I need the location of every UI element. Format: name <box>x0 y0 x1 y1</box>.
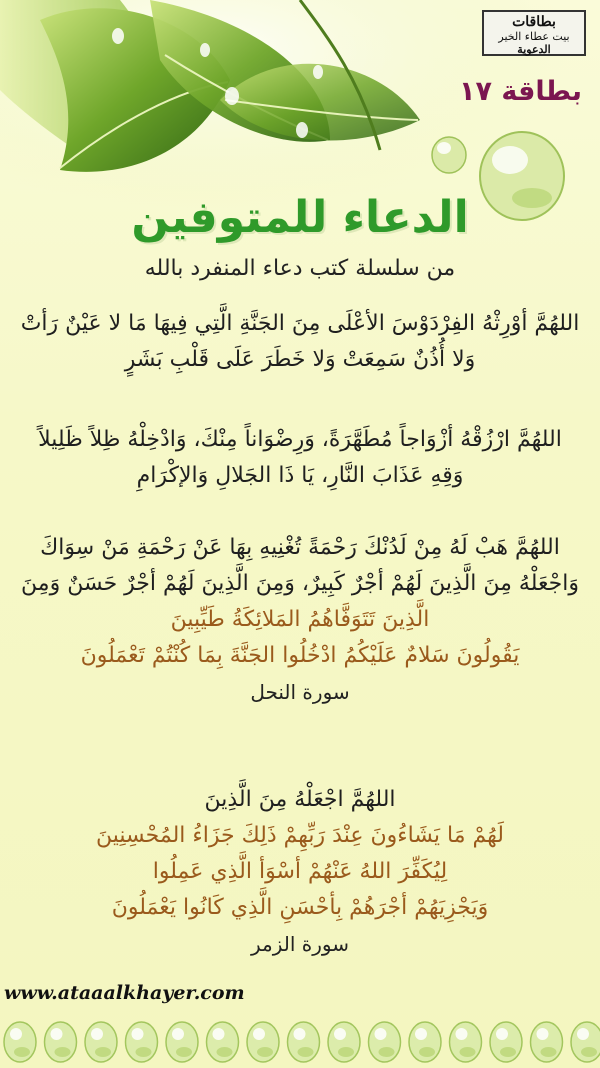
quran-verse-line: يَقُولُونَ سَلامٌ عَلَيْكُمُ ادْخُلُوا الجَنَّةَ بِمَا كُنْتُمْ تَعْمَلُونَ <box>80 643 520 668</box>
logo-line-1: بطاقات <box>512 14 556 30</box>
prayer-line: وَاجْعَلْهُ مِنَ الَّذِينَ لَهُمْ أجْرٌ كَبِيرٌ، وَمِنَ الَّذِينَ لَهُمْ أجْرٌ حَسَنٌ وَمِنَ <box>21 571 579 596</box>
water-drop-icon <box>85 1022 117 1062</box>
water-drop-icon <box>288 1022 320 1062</box>
water-drop-icon <box>490 1022 522 1062</box>
quran-verse-line: لِيُكَفِّرَ اللهُ عَنْهُمْ أسْوَأ الَّذِي عَمِلُوا <box>152 859 448 884</box>
prayer-line: اللهُمَّ هَبْ لَهُ مِنْ لَدُنْكَ رَحْمَةً تُغْنِيهِ بِهَا عَنْ رَحْمَةِ مَنْ سِوَاكَ <box>40 535 560 560</box>
prayer-line: وَلا أُذُنٌ سَمِعَتْ وَلا خَطَرَ عَلَى قَلْبِ بَشَرٍ <box>124 347 476 372</box>
quran-verse-line: وَيَجْزِيَهُمْ أجْرَهُمْ بِأحْسَنِ الَّذِي كَانُوا يَعْمَلُونَ <box>111 895 489 920</box>
water-drop-icon <box>409 1022 441 1062</box>
logo-line-3: الدعوية <box>517 43 551 56</box>
prayer-line: اللهُمَّ أوْرِثْهُ الفِرْدَوْسَ الأعْلَى مِنَ الجَنَّةِ الَّتِي فِيهَا مَا لا عَيْنٌ رَأتْ <box>20 311 580 336</box>
quran-verse-line: لَهُمْ مَا يَشَاءُونَ عِنْدَ رَبِّهِمْ ذَلِكَ جَزَاءُ المُحْسِنِينَ <box>96 823 504 848</box>
water-drop-icon <box>4 1022 36 1062</box>
page-title: الدعاء للمتوفين <box>131 192 469 243</box>
prayer-section-1 <box>0 306 600 378</box>
card-number: بطاقة ١٧ <box>459 76 582 107</box>
publisher-logo <box>482 10 586 56</box>
water-drop-icon <box>207 1022 239 1062</box>
water-drop-icon <box>531 1022 563 1062</box>
surah-reference: سورة النحل <box>250 680 350 704</box>
prayer-line: اللهُمَّ ارْزُقْهُ أزْوَاجاً مُطَهَّرَةً، وَرِضْوَاناً مِنْكَ، وَادْخِلْهُ ظِلاً ظَلِيلاً <box>38 427 562 452</box>
water-drop-icon <box>166 1022 198 1062</box>
water-drop-icon <box>369 1022 401 1062</box>
water-drop-icon <box>45 1022 77 1062</box>
subtitle: من سلسلة كتب دعاء المنفرد بالله <box>144 256 456 281</box>
prayer-section-3 <box>0 530 600 710</box>
prayer-section-4 <box>0 782 600 962</box>
website-link[interactable]: www.ataaalkhayer.com <box>4 982 245 1004</box>
water-drops-row <box>0 1010 600 1068</box>
water-drop-icon <box>328 1022 360 1062</box>
water-drop-icon <box>571 1022 600 1062</box>
water-drop-icon <box>247 1022 279 1062</box>
water-drop-icon <box>450 1022 482 1062</box>
prayer-line: اللهُمَّ اجْعَلْهُ مِنَ الَّذِينَ <box>204 787 396 812</box>
prayer-section-2 <box>0 422 600 494</box>
water-drop-icon <box>126 1022 158 1062</box>
quran-verse-line: الَّذِينَ تَتَوَفَّاهُمُ المَلائِكَةُ طَيِّبِينَ <box>170 607 430 632</box>
small-water-drop-icon <box>432 137 466 173</box>
logo-line-2: بيت عطاء الخير <box>498 30 570 43</box>
prayer-line: وَقِهِ عَذَابَ النَّارِ، يَا ذَا الجَلالِ وَالإكْرَامِ <box>136 463 464 488</box>
surah-reference: سورة الزمر <box>250 932 350 956</box>
